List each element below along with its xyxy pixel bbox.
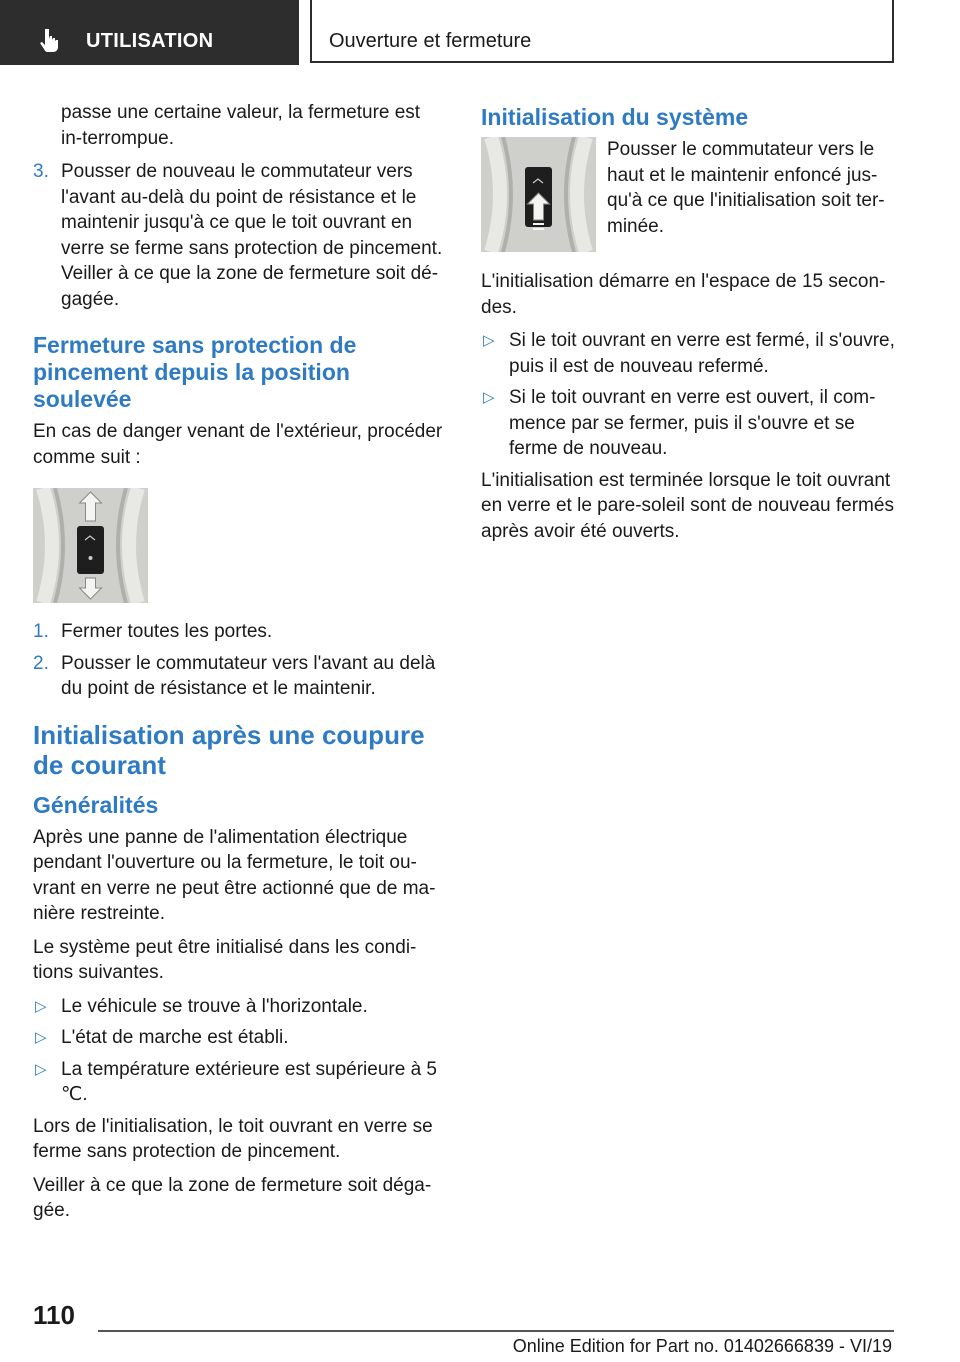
- bullet-text: La température extérieure est supérieure à 5 ℃.: [61, 1058, 437, 1105]
- bullet-text: L'état de marche est établi.: [61, 1027, 289, 1048]
- triangle-bullet-icon: ▷: [35, 997, 47, 1015]
- right-column: [481, 100, 895, 552]
- roof-switch-up-icon: [481, 137, 596, 252]
- step-number: 2.: [33, 652, 49, 674]
- triangle-bullet-icon: ▷: [483, 332, 495, 349]
- bullet-text: Si le toit ouvrant en verre est ouvert, il com-mence par se fermer, puis il s'ouvre et se ferme de nouveau.: [509, 387, 876, 459]
- step-3: [33, 159, 445, 312]
- triangle-bullet-icon: ▷: [35, 1029, 47, 1046]
- condition-bullet: [33, 1025, 445, 1051]
- result-bullet: [481, 385, 895, 462]
- switch-forward-illustration: [33, 488, 148, 603]
- section-title: UTILISATION: [86, 30, 214, 52]
- header-section-tab: [0, 0, 299, 65]
- footer-divider: [98, 1330, 894, 1332]
- paragraph: Lors de l'initialisation, le toit ouvrant en verre se ferme sans protection de pincement.: [33, 1115, 433, 1162]
- triangle-bullet-icon: ▷: [483, 389, 495, 406]
- initialisation-figure-block: [481, 137, 895, 255]
- figure-caption-text: Pousser le commutateur vers le haut et le maintenir enfoncé jus-qu'à ce que l'initialisation soit ter-minée.: [607, 139, 885, 237]
- condition-bullet: [33, 994, 445, 1020]
- heading-initialisation-power-cut: Initialisation après une coupure de courant: [33, 719, 425, 780]
- bullet-text: Si le toit ouvrant en verre est fermé, il s'ouvre, puis il est de nouveau refermé.: [509, 330, 895, 377]
- paragraph: L'initialisation est terminée lorsque le toit ouvrant en verre et le pare-soleil sont de nouveau fermés après avoir été ouverts.: [481, 469, 894, 542]
- heading-generalites: Généralités: [33, 791, 159, 818]
- paragraph: Après une panne de l'alimentation électrique pendant l'ouverture ou la fermeture, le toit ou-vrant en verre ne peut être actionné que de ma-nière restreinte.: [33, 826, 436, 924]
- continued-paragraph: passe une certaine valeur, la fermeture est in-terrompue.: [61, 102, 421, 149]
- heading-system-initialisation: Initialisation du système: [481, 104, 749, 130]
- edition-note: Online Edition for Part no. 01402666839 - VI/19: [512, 1336, 892, 1356]
- paragraph: En cas de danger venant de l'extérieur, procéder comme suit :: [33, 421, 443, 468]
- step-text: Pousser le commutateur vers l'avant au delà du point de résistance et le maintenir.: [61, 652, 436, 699]
- triangle-bullet-icon: ▷: [35, 1060, 47, 1078]
- roof-switch-icon: [33, 488, 148, 603]
- chapter-header: [310, 0, 894, 63]
- paragraph: Veiller à ce que la zone de fermeture soit déga-gée.: [33, 1174, 432, 1221]
- step-text: Pousser de nouveau le commutateur vers l'avant au-delà du point de résistance et le maintenir jusqu'à ce que le toit ouvrant en verre se ferme sans protection de pincement. Veiller à ce que la zone de fermeture soit dé-gagée.: [61, 161, 443, 310]
- chapter-title: Ouverture et fermeture: [329, 30, 532, 52]
- result-bullet: [481, 328, 895, 379]
- left-column: [33, 100, 445, 1232]
- paragraph: L'initialisation démarre en l'espace de 15 secon-des.: [481, 271, 886, 318]
- heading-closing-without-protection: Fermeture sans protection de pincement depuis la position soulevée: [33, 332, 357, 412]
- paragraph: Le système peut être initialisé dans les condi-tions suivantes.: [33, 936, 417, 983]
- condition-bullet: [33, 1057, 445, 1108]
- bullet-text: Le véhicule se trouve à l'horizontale.: [61, 995, 368, 1017]
- step-number: 1.: [33, 621, 49, 642]
- hand-pointer-icon: [37, 27, 63, 53]
- step-2: [33, 651, 445, 702]
- step-number: 3.: [33, 161, 49, 182]
- page-number: 110: [33, 1300, 75, 1330]
- step-1: [33, 619, 445, 645]
- switch-up-illustration: [481, 137, 596, 252]
- step-text: Fermer toutes les portes.: [61, 621, 273, 642]
